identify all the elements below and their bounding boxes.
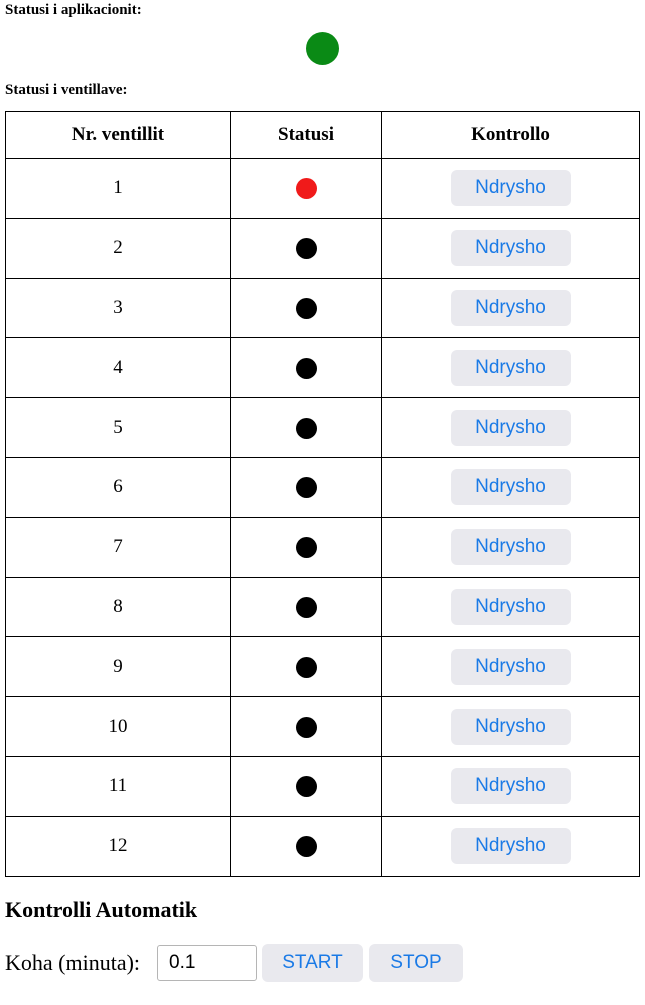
valve-status-cell	[231, 756, 382, 816]
valve-status-indicator	[296, 298, 317, 319]
toggle-valve-button[interactable]: Ndrysho	[451, 709, 571, 745]
valve-number: 2	[6, 218, 231, 278]
toggle-valve-button[interactable]: Ndrysho	[451, 529, 571, 565]
valve-status-cell	[231, 517, 382, 577]
valve-control-cell	[382, 278, 640, 338]
table-row	[6, 637, 640, 697]
header-status: Statusi	[231, 112, 382, 159]
toggle-valve-button[interactable]: Ndrysho	[451, 469, 571, 505]
valve-status-indicator	[296, 657, 317, 678]
valve-control-cell	[382, 398, 640, 458]
valve-number: 9	[6, 637, 231, 697]
valve-control-cell	[382, 816, 640, 876]
table-row	[6, 517, 640, 577]
valve-control-cell	[382, 218, 640, 278]
valve-number: 11	[6, 756, 231, 816]
valve-status-cell	[231, 577, 382, 637]
valve-status-cell	[231, 457, 382, 517]
toggle-valve-button[interactable]: Ndrysho	[451, 828, 571, 864]
valve-status-indicator	[296, 537, 317, 558]
valve-status-cell	[231, 697, 382, 757]
toggle-valve-button[interactable]: Ndrysho	[451, 649, 571, 685]
valves-status-label: Statusi i ventillave:	[5, 82, 128, 98]
valve-control-cell	[382, 756, 640, 816]
valve-status-indicator	[296, 477, 317, 498]
app-status-indicator	[306, 32, 339, 65]
valve-status-indicator	[296, 358, 317, 379]
valve-number: 8	[6, 577, 231, 637]
valve-status-indicator	[296, 836, 317, 857]
table-row	[6, 218, 640, 278]
table-row	[6, 278, 640, 338]
table-row	[6, 816, 640, 876]
table-row	[6, 398, 640, 458]
valve-status-cell	[231, 338, 382, 398]
valve-number: 7	[6, 517, 231, 577]
valve-status-indicator	[296, 418, 317, 439]
valve-control-cell	[382, 577, 640, 637]
toggle-valve-button[interactable]: Ndrysho	[451, 170, 571, 206]
valve-status-cell	[231, 816, 382, 876]
toggle-valve-button[interactable]: Ndrysho	[451, 350, 571, 386]
start-button[interactable]: START	[262, 944, 363, 982]
valve-status-cell	[231, 398, 382, 458]
table-row	[6, 697, 640, 757]
valve-status-indicator	[296, 178, 317, 199]
valve-number: 5	[6, 398, 231, 458]
valve-status-cell	[231, 218, 382, 278]
valve-number: 3	[6, 278, 231, 338]
valve-control-cell	[382, 159, 640, 219]
app-status-label: Statusi i aplikacionit:	[5, 2, 142, 18]
valves-table	[5, 111, 640, 877]
time-minutes-input[interactable]	[157, 945, 257, 981]
time-label: Koha (minuta):	[5, 950, 141, 975]
valve-status-indicator	[296, 597, 317, 618]
table-row	[6, 457, 640, 517]
valve-control-cell	[382, 697, 640, 757]
valve-status-cell	[231, 159, 382, 219]
valve-control-cell	[382, 457, 640, 517]
valve-control-cell	[382, 637, 640, 697]
table-row	[6, 159, 640, 219]
valve-status-cell	[231, 278, 382, 338]
toggle-valve-button[interactable]: Ndrysho	[451, 768, 571, 804]
toggle-valve-button[interactable]: Ndrysho	[451, 589, 571, 625]
table-row	[6, 577, 640, 637]
header-valve-number: Nr. ventillit	[6, 112, 231, 159]
table-row	[6, 756, 640, 816]
valve-number: 4	[6, 338, 231, 398]
table-row	[6, 338, 640, 398]
valve-status-indicator	[296, 238, 317, 259]
header-control: Kontrollo	[382, 112, 640, 159]
valve-number: 6	[6, 457, 231, 517]
valve-status-cell	[231, 637, 382, 697]
valve-status-indicator	[296, 776, 317, 797]
valve-control-cell	[382, 338, 640, 398]
valve-number: 12	[6, 816, 231, 876]
toggle-valve-button[interactable]: Ndrysho	[451, 290, 571, 326]
auto-control-heading: Kontrolli Automatik	[5, 897, 198, 922]
valve-control-cell	[382, 517, 640, 577]
valve-number: 10	[6, 697, 231, 757]
table-header-row	[6, 112, 640, 159]
toggle-valve-button[interactable]: Ndrysho	[451, 230, 571, 266]
valve-number: 1	[6, 159, 231, 219]
toggle-valve-button[interactable]: Ndrysho	[451, 410, 571, 446]
valve-status-indicator	[296, 717, 317, 738]
stop-button[interactable]: STOP	[369, 944, 463, 982]
